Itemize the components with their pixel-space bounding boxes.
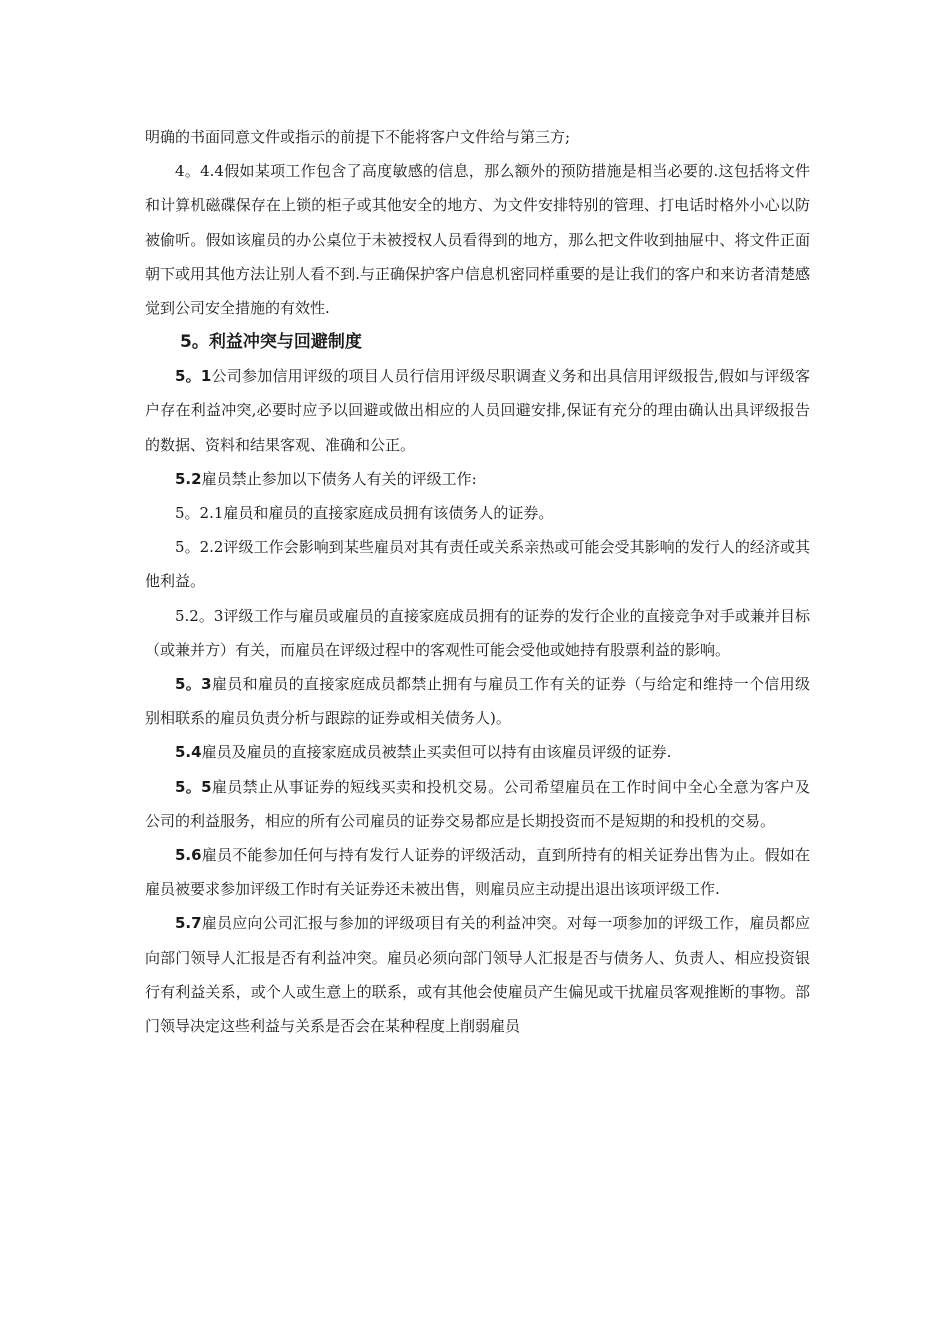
clause-text: 公司参加信用评级的项目人员行信用评级尽职调查义务和出具信用评级报告,假如与评级客户存在利益冲突,必要时应予以回避或做出相应的人员回避安排,保证有充分的理由确认出具评级报告的数据、资料和结果客观、准确和公正。 (145, 367, 810, 454)
paragraph-5-6 (145, 838, 810, 906)
clause-number: 5.6 (175, 846, 202, 865)
clause-number: 5。5 (175, 777, 212, 796)
section-heading-5: 5。利益冲突与回避制度 (180, 332, 362, 353)
paragraph-5-2-2: 5。2.2评级工作会影响到某些雇员对其有责任或关系亲热或可能会受其影响的发行人的经济或其他利益。 (145, 538, 810, 591)
paragraph-5-3 (145, 667, 810, 735)
document-page (145, 120, 810, 1043)
clause-number: 5.4 (175, 743, 202, 762)
paragraph-5-2-1: 5。2.1雇员和雇员的直接家庭成员拥有该债务人的证券。 (175, 504, 554, 523)
clause-text: 雇员应向公司汇报与参加的评级项目有关的利益冲突。对每一项参加的评级工作，雇员都应向部门领导人汇报是否有利益冲突。雇员必须向部门领导人汇报是否与债务人、负责人、相应投资银行有利益关系，或个人或生意上的联系，或有其他会使雇员产生偏见或干扰雇员客观推断的事物。部门领导决定这些利益与关系是否会在某种程度上削弱雇员 (145, 914, 810, 1036)
clause-text: 雇员禁止参加以下债务人有关的评级工作: (201, 469, 477, 488)
paragraph-5-2 (145, 462, 810, 496)
clause-text: 雇员和雇员的直接家庭成员都禁止拥有与雇员工作有关的证券（与给定和维持一个信用级别相联系的雇员负责分析与跟踪的证券或相关债务人)。 (145, 675, 810, 728)
paragraph-4-4-4: 4。4.4假如某项工作包含了高度敏感的信息，那么额外的预防措施是相当必要的.这包括将文件和计算机磁碟保存在上锁的柜子或其他安全的地方、为文件安排特别的管理、打电话时格外小心以防被偷听。假如该雇员的办公桌位于未被授权人员看得到的地方，那么把文件收到抽屉中、将文件正面朝下或用其他方法让别人看不到.与正确保护客户信息机密同样重要的是让我们的客户和来访者清楚感觉到公司安全措施的有效性. (145, 162, 810, 318)
paragraph-5-7 (145, 906, 810, 1043)
paragraph-5-4 (145, 735, 810, 769)
clause-number: 5。3 (175, 675, 212, 694)
clause-text: 雇员不能参加任何与持有发行人证券的评级活动，直到所持有的相关证券出售为止。假如在雇员被要求参加评级工作时有关证券还未被出售，则雇员应主动提出退出该项评级工作. (145, 846, 810, 899)
clause-text: 雇员及雇员的直接家庭成员被禁止买卖但可以持有由该雇员评级的证券. (201, 743, 672, 762)
paragraph-5-2-3: 5.2。3评级工作与雇员或雇员的直接家庭成员拥有的证券的发行企业的直接竞争对手或兼并目标（或兼并方）有关，而雇员在评级过程中的客观性可能会受他或她持有股票利益的影响。 (145, 606, 810, 659)
clause-number: 5.2 (175, 469, 202, 488)
clause-number: 5.7 (175, 914, 202, 933)
clause-number: 5。1 (175, 367, 212, 386)
paragraph-5-1 (145, 359, 810, 462)
paragraph-5-5 (145, 770, 810, 838)
clause-text: 雇员禁止从事证券的短线买卖和投机交易。公司希望雇员在工作时间中全心全意为客户及公司的利益服务，相应的所有公司雇员的证券交易都应是长期投资而不是短期的和投机的交易。 (145, 777, 810, 830)
paragraph-4-4-3-continuation: 明确的书面同意文件或指示的前提下不能将客户文件给与第三方; (145, 128, 571, 146)
